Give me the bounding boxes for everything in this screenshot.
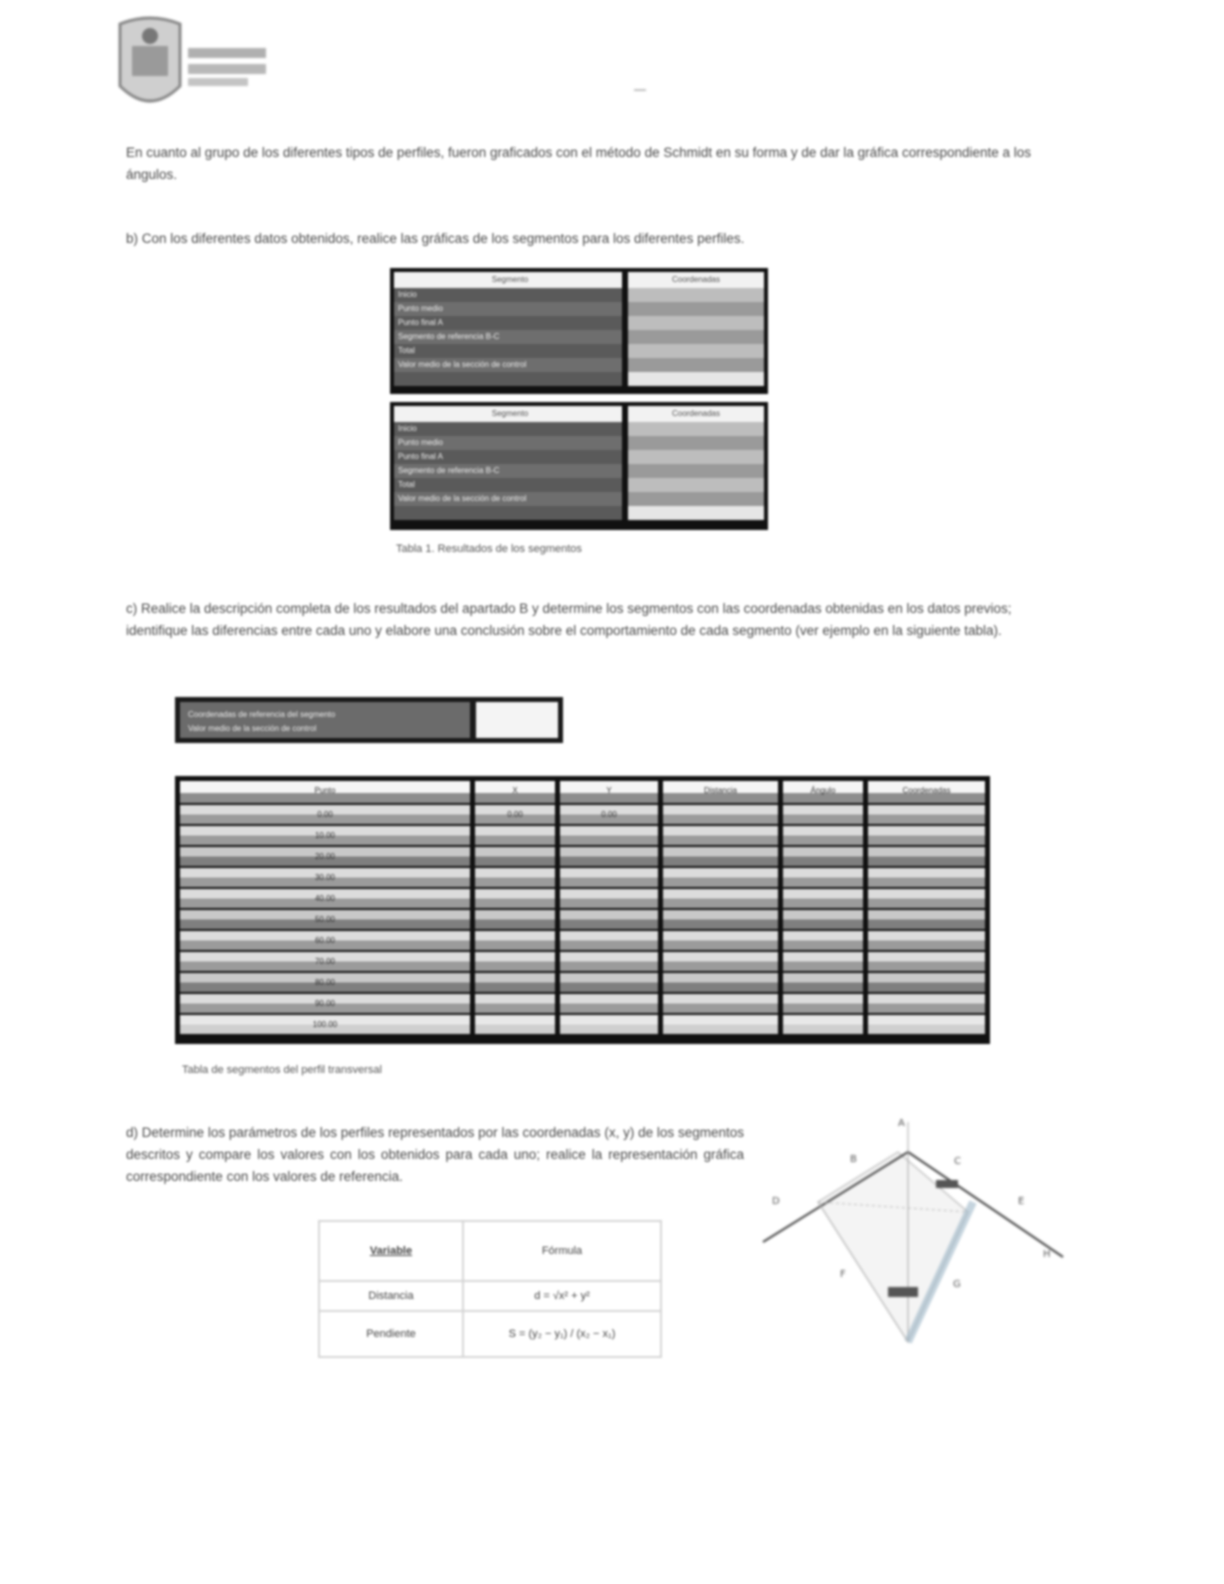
- table-cell: [560, 847, 658, 866]
- table-cell: [663, 889, 778, 908]
- table-cell: [783, 868, 863, 887]
- table-cell: [783, 826, 863, 845]
- header-cell: Punto: [180, 781, 470, 803]
- table-cell: 30.00: [180, 868, 470, 887]
- table-cell: [663, 952, 778, 971]
- table-cell: [868, 889, 985, 908]
- table-cell: [783, 910, 863, 929]
- table-row: [180, 931, 985, 950]
- header-cell: Coordenadas: [628, 406, 764, 422]
- table-cell: 70.00: [180, 952, 470, 971]
- table-cell: [783, 994, 863, 1013]
- table-cell: [663, 826, 778, 845]
- row-label: Valor medio de la sección de control: [394, 358, 622, 372]
- row-label: Punto medio: [394, 302, 622, 316]
- table-cell: [783, 973, 863, 992]
- table-cell: [868, 973, 985, 992]
- table-cell: [868, 868, 985, 887]
- formula-header-variable: Variable: [320, 1222, 464, 1282]
- formula-row-label: Pendiente: [320, 1312, 464, 1356]
- table-row: [180, 847, 985, 866]
- table-cell: [868, 1015, 985, 1034]
- table-cell: [783, 847, 863, 866]
- profile-data-table: [175, 776, 990, 1044]
- row-label: Valor medio de la sección de control: [394, 492, 622, 506]
- table-row: [394, 506, 764, 520]
- table-cell: [783, 805, 863, 824]
- table-cell: [475, 931, 555, 950]
- reference-line-1: Coordenadas de referencia del segmento: [188, 710, 336, 719]
- table-cell: [868, 931, 985, 950]
- table-header: [180, 781, 985, 803]
- table-cell: 10.00: [180, 826, 470, 845]
- table-cell: [663, 805, 778, 824]
- row-label: Inicio: [394, 288, 622, 302]
- diagram-label: H: [1043, 1249, 1051, 1260]
- table-cell: [560, 931, 658, 950]
- row-label: Segmento de referencia B-C: [394, 330, 622, 344]
- item-c-paragraph: c) Realice la descripción completa de los resultados del apartado B y determine los segmentos con las coordenadas obtenidas en los datos previos; identifique las diferencias entre cada uno y elabore una conclusión sobre el comportamiento de cada segmento (ver ejemplo en la siguiente tabla).: [126, 601, 1012, 638]
- table-cell: [868, 847, 985, 866]
- table-cell: 100.00: [180, 1015, 470, 1034]
- table-row: [394, 302, 764, 316]
- formula-row-value: d = √x² + y²: [464, 1282, 660, 1312]
- table-caption: Tabla de segmentos del perfil transversal: [182, 1064, 382, 1076]
- header-cell: Y: [560, 781, 658, 803]
- table-cell: [783, 1015, 863, 1034]
- reference-line-2: Valor medio de la sección de control: [188, 724, 317, 733]
- reference-value: [476, 702, 558, 738]
- reference-table: [175, 697, 563, 743]
- table-cell: [783, 889, 863, 908]
- row-label: Total: [394, 344, 622, 358]
- diagram-label: B: [850, 1154, 857, 1165]
- item-d-paragraph: d) Determine los parámetros de los perfiles representados por las coordenadas (x, y) de los segmentos descritos y compare los valores con los obtenidos para cada uno; realice la representación gráfica correspondiente con los valores de referencia.: [126, 1125, 744, 1184]
- table-cell: 0.00: [180, 805, 470, 824]
- table-cell: [560, 868, 658, 887]
- item-b-paragraph: b) Con los diferentes datos obtenidos, realice las gráficas de los segmentos para los diferentes perfiles.: [126, 231, 745, 246]
- table-header: [394, 406, 764, 422]
- table-cell: [663, 910, 778, 929]
- table-row: [394, 288, 764, 302]
- table-row: [180, 994, 985, 1013]
- diagram-label: G: [953, 1279, 961, 1290]
- formula-row-label: Distancia: [320, 1282, 464, 1312]
- table-cell: [475, 973, 555, 992]
- table-cell: [560, 994, 658, 1013]
- table-cell: 0.00: [560, 805, 658, 824]
- table-row: [394, 344, 764, 358]
- segments-table-1: [390, 268, 768, 394]
- table-cell: [560, 952, 658, 971]
- table-cell: [868, 805, 985, 824]
- table-cell: [663, 973, 778, 992]
- table-row: [180, 805, 985, 824]
- table-cell: [663, 868, 778, 887]
- table-cell: [475, 889, 555, 908]
- table-row: [394, 478, 764, 492]
- row-label: Punto final A: [394, 316, 622, 330]
- table-cell: [475, 994, 555, 1013]
- table-cell: [560, 826, 658, 845]
- diagram-label: E: [1018, 1196, 1025, 1207]
- diagram-label: D: [772, 1196, 780, 1207]
- table-cell: [475, 1015, 555, 1034]
- row-label: Inicio: [394, 422, 622, 436]
- table-caption: Tabla 1. Resultados de los segmentos: [396, 543, 582, 555]
- header-cell: Coordenadas: [868, 781, 985, 803]
- table-cell: [560, 1015, 658, 1034]
- table-cell: 0.00: [475, 805, 555, 824]
- table-cell: [783, 931, 863, 950]
- table-row: [180, 826, 985, 845]
- row-label: Punto final A: [394, 450, 622, 464]
- table-cell: 90.00: [180, 994, 470, 1013]
- formula-header-formula: Fórmula: [464, 1222, 660, 1282]
- university-logo: [110, 16, 270, 112]
- table-row: [394, 358, 764, 372]
- table-row: [180, 868, 985, 887]
- table-cell: [560, 973, 658, 992]
- diagram-label: C: [954, 1156, 961, 1167]
- table-cell: [663, 931, 778, 950]
- table-header: [394, 272, 764, 288]
- table-row: [180, 910, 985, 929]
- table-cell: [868, 910, 985, 929]
- table-cell: [560, 889, 658, 908]
- table-row: [180, 952, 985, 971]
- table-cell: [663, 994, 778, 1013]
- table-row: [394, 492, 764, 506]
- table-cell: [868, 994, 985, 1013]
- row-label: Segmento de referencia B-C: [394, 464, 622, 478]
- table-row: [394, 316, 764, 330]
- header-cell: Ángulo: [783, 781, 863, 803]
- table-row: [180, 1015, 985, 1034]
- table-cell: [663, 847, 778, 866]
- table-cell: 80.00: [180, 973, 470, 992]
- table-row: [180, 889, 985, 908]
- table-row: [394, 464, 764, 478]
- table-cell: 20.00: [180, 847, 470, 866]
- table-cell: [868, 952, 985, 971]
- table-cell: 40.00: [180, 889, 470, 908]
- page-number: —: [634, 82, 646, 96]
- table-row: [394, 422, 764, 436]
- table-cell: [663, 1015, 778, 1034]
- table-cell: [475, 952, 555, 971]
- table-row: [180, 973, 985, 992]
- header-cell: Segmento: [394, 406, 622, 422]
- segments-table-2: [390, 402, 768, 530]
- row-label: [394, 506, 622, 520]
- header-cell: Segmento: [394, 272, 622, 288]
- table-row: [394, 450, 764, 464]
- table-row: [394, 330, 764, 344]
- header-cell: X: [475, 781, 555, 803]
- row-label: Total: [394, 478, 622, 492]
- table-row: [394, 372, 764, 386]
- table-cell: [560, 910, 658, 929]
- intro-paragraph: En cuanto al grupo de los diferentes tipos de perfiles, fueron graficados con el método de Schmidt en su forma y de dar la gráfica correspondiente a los ángulos.: [126, 145, 1032, 182]
- table-cell: 50.00: [180, 910, 470, 929]
- formula-row-value: S = (y₂ − y₁) / (x₂ − x₁): [508, 1328, 616, 1340]
- row-label: [394, 372, 622, 386]
- geometry-diagram: [758, 1112, 1070, 1352]
- table-row: [394, 436, 764, 450]
- table-cell: [783, 952, 863, 971]
- table-cell: [475, 868, 555, 887]
- table-cell: [475, 910, 555, 929]
- table-cell: [475, 826, 555, 845]
- row-label: Punto medio: [394, 436, 622, 450]
- reference-label: [180, 702, 470, 738]
- header-cell: Distancia: [663, 781, 778, 803]
- table-cell: [868, 826, 985, 845]
- table-cell: [475, 847, 555, 866]
- table-cell: 60.00: [180, 931, 470, 950]
- header-cell: Coordenadas: [628, 272, 764, 288]
- diagram-label: F: [840, 1269, 846, 1280]
- formula-table: [318, 1220, 662, 1358]
- diagram-label: A: [898, 1118, 905, 1129]
